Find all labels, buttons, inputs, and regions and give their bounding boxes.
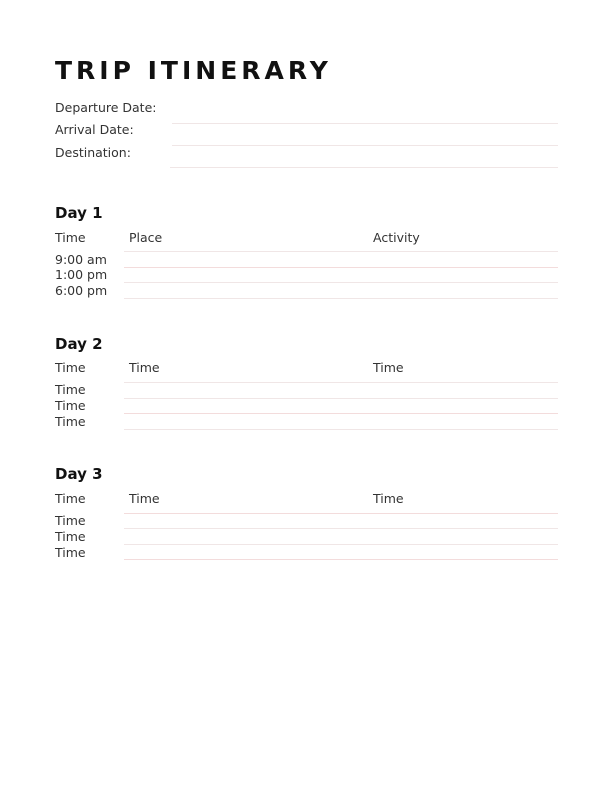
- page-title: TRIP ITINERARY: [55, 56, 332, 85]
- row-time: 9:00 am: [55, 252, 107, 267]
- row-line[interactable]: [124, 267, 558, 268]
- column-header-1: Time: [55, 491, 86, 506]
- column-header-activity: Activity: [373, 230, 420, 245]
- column-header-place: Place: [129, 230, 163, 245]
- row-line[interactable]: [124, 298, 558, 299]
- row-time: Time: [55, 414, 86, 429]
- row-divider: [124, 251, 558, 252]
- row-line[interactable]: [124, 282, 558, 283]
- day-3-section: [0, 465, 616, 575]
- day-heading: Day 2: [55, 335, 103, 353]
- column-header-2: Time: [129, 360, 160, 375]
- row-time: Time: [55, 382, 86, 397]
- column-header-2: Time: [129, 491, 160, 506]
- day-2-section: [0, 335, 616, 445]
- row-divider: [124, 382, 558, 383]
- departure-date-label: Departure Date:: [55, 100, 157, 115]
- departure-date-field[interactable]: [172, 123, 558, 124]
- column-header-time: Time: [55, 230, 86, 245]
- row-time: Time: [55, 545, 86, 560]
- row-time: Time: [55, 398, 86, 413]
- row-time: 6:00 pm: [55, 283, 108, 298]
- column-header-1: Time: [55, 360, 86, 375]
- destination-label: Destination:: [55, 145, 131, 160]
- row-time: Time: [55, 529, 86, 544]
- column-header-3: Time: [373, 360, 404, 375]
- day-heading: Day 1: [55, 204, 103, 222]
- row-line[interactable]: [124, 544, 558, 545]
- row-time: Time: [55, 513, 86, 528]
- row-divider: [124, 513, 558, 514]
- destination-field[interactable]: [170, 167, 558, 168]
- row-line[interactable]: [124, 429, 558, 430]
- day-1-section: [0, 204, 616, 314]
- row-line[interactable]: [124, 559, 558, 560]
- day-heading: Day 3: [55, 465, 103, 483]
- column-header-3: Time: [373, 491, 404, 506]
- row-time: 1:00 pm: [55, 267, 108, 282]
- row-line[interactable]: [124, 398, 558, 399]
- arrival-date-field[interactable]: [172, 145, 558, 146]
- row-line[interactable]: [124, 528, 558, 529]
- arrival-date-label: Arrival Date:: [55, 122, 134, 137]
- row-line[interactable]: [124, 413, 558, 414]
